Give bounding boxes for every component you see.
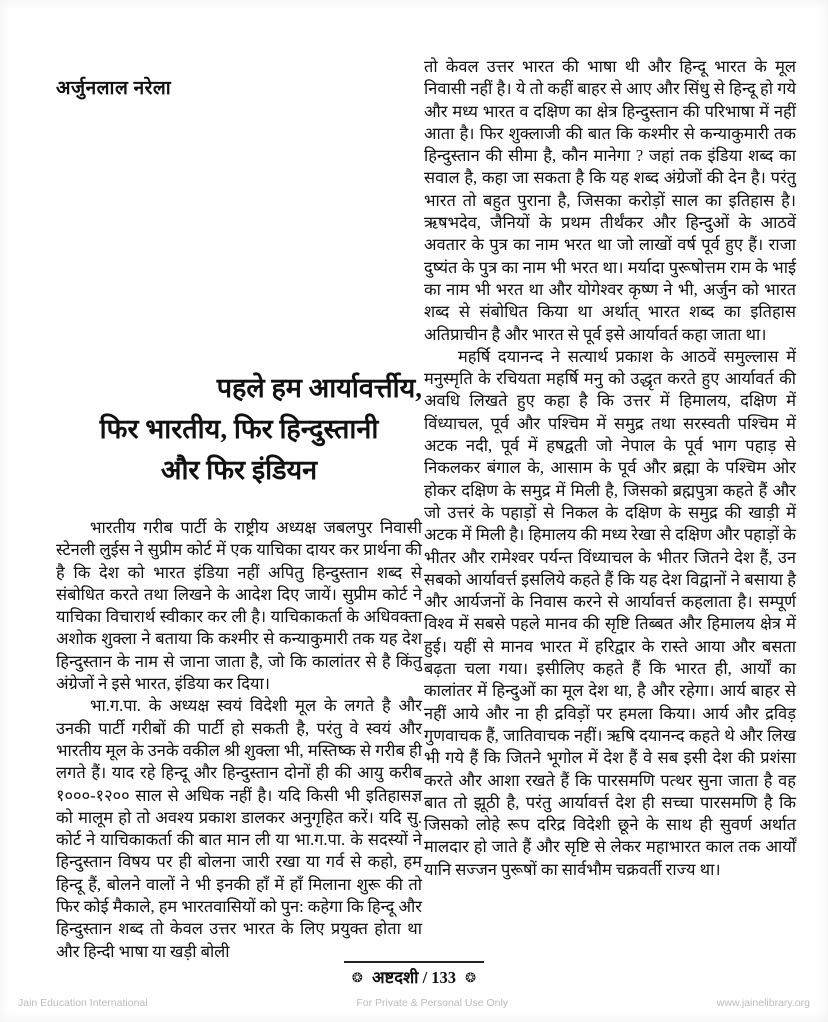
article-title-line: फिर भारतीय, फिर हिन्दुस्तानी bbox=[99, 414, 379, 444]
footer-page-number-line bbox=[0, 965, 828, 988]
body-paragraph: महर्षि दयानन्द ने सत्यार्थ प्रकाश के आठवें समुल्लास में मनुस्मृति के रचियता महर्षि मनु को उद्धृत करते हुए आर्यावर्त की अवधि लिखते हुए कहा है कि उत्तर में हिमालय, दक्षिण में विंध्याचल, पूर्व और पश्चिम में समुद्र तथा सरस्वती पश्चिम में अटक नदी, पूर्व में हषद्वती जो नेपाल के पूर्व भाग पहाड़ से निकलकर बंगाल के, आसाम के पूर्व और ब्रह्मा के पश्चिम ओर होकर दक्षिण के समुद्र में मिली है, जिसको ब्रह्मपुत्रा कहते हैं और जो उत्तरं के पहाड़ों से निकल के दक्षिण के समुद्र की खाड़ी में अटक में मिली है। हिमालय की मध्य रेखा से दक्षिण और पहाड़ों के भीतर और रामेश्वर पर्यन्त विंध्याचल के भीतर जितने देश हैं, उन सबको आर्यावर्त्त इसलिये कहते हैं कि यह देश विद्वानों ने बसाया है और आर्यजनों के निवास करने से आर्यावर्त्त कहलाता है। सम्पूर्ण विश्व में सबसे पहले मानव की सृष्टि तिब्बत और हिमालय क्षेत्र में हुई। यहीं से मानव भारत में हरिद्वार के रास्ते आया और बसता बढ़ता चला गया। इसीलिए कहते हैं कि भारत ही, आर्यों का कालांतर में हिन्दुओं का मूल देश था, है और रहेगा। आर्य बाहर से नहीं आये और ना ही द्रविड़ों पर हमला किया। आर्य और द्रविड़ गुणवाचक हैं, जातिवाचक नहीं। ऋषि दयानन्द कहते थे और लिख भी गये हैं कि जितने भूगोल में देश हैं वे सब इसी देश की प्रशंसा करते और आशा रखते हैं कि पारसमणि पत्थर सुना जाता है वह बात तो झूठी है, परंतु आर्यावर्त्त देश ही सच्चा पारसमणि है कि जिसको लोहे रूप दरिद्र विदेशी छूने के साथ ही सुवर्ण अर्थात मालदार हो जाते हैं और सृष्टि से लेकर महाभारत काल तक आर्यों यानि सज्जन पुरूषों का सार्वभौम चक्रवर्ती राज्य था। bbox=[424, 346, 796, 879]
body-paragraph: भारतीय गरीब पार्टी के राष्ट्रीय अध्यक्ष जबलपुर निवासी स्टेनली लुईस ने सुप्रीम कोर्ट में एक याचिका दायर कर प्रार्थना की है कि देश को भारत इंडिया नहीं अपितु हिन्दुस्तान शब्द से संबोधित करते तथा लिखने के आदेश दिए जायें। सुप्रीम कोर्ट ने याचिका विचारार्थ स्वीकार कर ली है। याचिकाकर्ता के अधिवक्ता अशोक शुक्ला ने बताया कि कश्मीर से कन्याकुमारी तक यह देश हिन्दुस्तान के नाम से जाना जाता है, जो कि कालांतर से है किंतु अंग्रेजों ने इसे भारत, इंडिया कर दिया। bbox=[56, 518, 422, 694]
flower-ornament-icon: ❂ bbox=[465, 970, 477, 985]
flower-ornament-icon: ❂ bbox=[351, 970, 363, 985]
article-title-line: पहले हम आर्यावर्त्तीय, bbox=[216, 373, 422, 403]
page-number-label: अष्टदशी / 133 bbox=[371, 968, 457, 987]
library-url: www.jainelibrary.org bbox=[716, 997, 810, 1009]
article-title-line: और फिर इंडियन bbox=[160, 455, 318, 485]
scan-footer bbox=[0, 997, 828, 1009]
body-paragraph: तो केवल उत्तर भारत की भाषा थी और हिन्दू भारत के मूल निवासी नहीं है। ये तो कहीं बाहर से आए और सिंधु से हिन्दू हो गये और मध्य भारत व दक्षिण का क्षेत्र हिन्दुस्तान की परिभाषा में नहीं आता है। फिर शुक्लाजी की बात कि कश्मीर से कन्याकुमारी तक हिन्दुस्तान की सीमा है, कौन मानेगा ? जहां तक इंडिया शब्द का सवाल है, कहा जा सकता है कि यह शब्द अंग्रेजों की देन है। परंतु भारत तो बहुत पुराना है, जिसका करोड़ों साल का इतिहास है। ऋषभदेव, जैनियों के प्रथम तीर्थंकर और हिन्दुओं के आठवें अवतार के पुत्र का नाम भरत था जो लाखों वर्ष पूर्व हुए हैं। राजा दुष्यंत के पुत्र का नाम भी भरत था। मर्यादा पुरूषोत्तम राम के भाई का नाम भी भरत था और योगेश्वर कृष्ण ने भी, अर्जुन को भारत शब्द से संबोधित किया था अर्थात् भारत शब्द का इतिहास अतिप्राचीन है और भारत से पूर्व इसे आर्यावर्त कहा जाता था। bbox=[424, 57, 796, 344]
article-title bbox=[56, 368, 422, 491]
footer-divider bbox=[344, 961, 484, 963]
usage-notice: For Private & Personal Use Only bbox=[356, 997, 509, 1009]
right-column bbox=[424, 56, 796, 881]
left-column bbox=[56, 368, 422, 963]
body-paragraph: भा.ग.पा. के अध्यक्ष स्वयं विदेशी मूल के लगते है और उनकी पार्टी गरीबों की पार्टी हो सकती है, परंतु वे स्वयं और भारतीय मूल के उनके वकील श्री शुक्ला भी, मस्तिष्क से गरीब ही लगते हैं। याद रहे हिन्दू और हिन्दुस्तान दोनों ही की आयु करीब १०००-१२०० साल से अधिक नहीं है। यदि किसी भी इतिहासज्ञ को मालूम हो तो अवश्य प्रकाश डालकर अनुगृहित करें। यदि सु. कोर्ट ने याचिकाकर्ता की बात मान ली या भा.ग.पा. के सदस्यों ने हिन्दुस्तान विषय पर ही बोलना जारी रखा या गर्व से कहो, हम हिन्दू हैं, बोलने वालों ने भी इनकी हाँ में हाँ मिलाना शुरू की तो फिर कोई मैकाले, हम भारतवासियों को पुन: कहेगा कि हिन्दू और हिन्दुस्तान शब्द तो केवल उत्तर भारत के लिए प्रयुक्त होता था और हिन्दी भाषा या खड़ी बोली bbox=[56, 696, 422, 961]
publisher-credit: Jain Education International bbox=[18, 997, 148, 1009]
author-name: अर्जुनलाल नरेला bbox=[56, 78, 172, 99]
